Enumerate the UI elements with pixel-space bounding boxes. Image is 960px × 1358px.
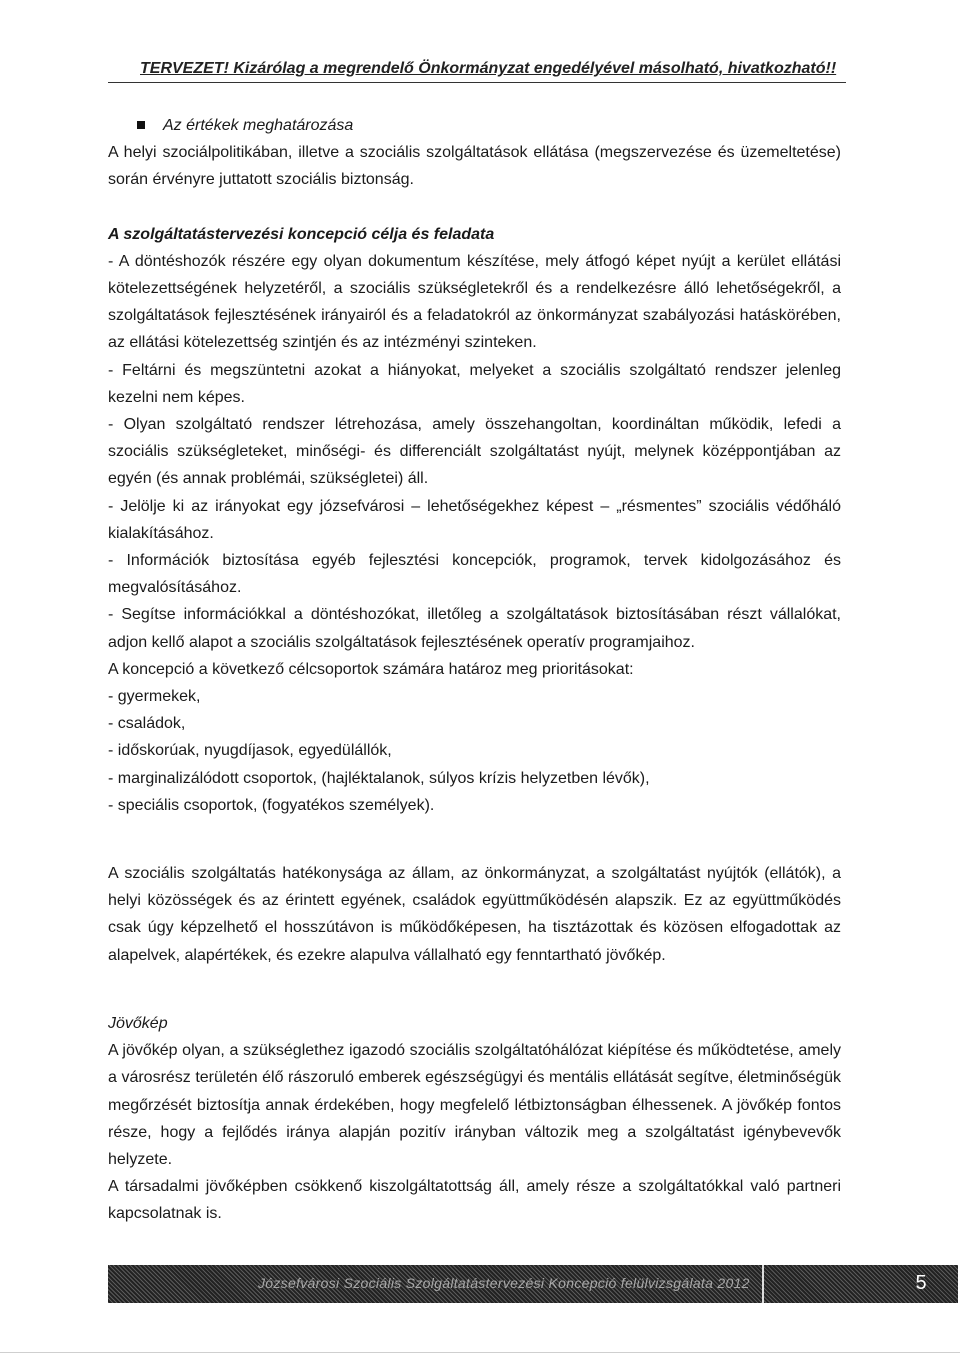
- values-heading-text: Az értékek meghatározása: [163, 117, 354, 134]
- purpose-item: - A döntéshozók részére egy olyan dokumentum készítése, mely átfogó képet nyújt a kerület ellátási kötelezettségének helyzetéről, a szociális szükségletekről és a rendelkezésre álló lehetőségekről, a szolgáltatások fejlesztésének irányairól és a feladatokról az önkormányzat szabályozási hatáskörében, az ellátási kötelezettség szintjén és az intézményi szinteken.: [108, 252, 841, 352]
- spacer: [108, 969, 841, 1010]
- purpose-item: - Olyan szolgáltató rendszer létrehozása, amely összehangoltan, koordináltan működik, lefedi a szociális szükségleteket, minőségi- és differenciált szolgáltatást nyújt, melynek középpontjában az egyén (és annak problémái, szükségletei) áll.: [108, 416, 841, 488]
- purpose-item: - Segítse információkkal a döntéshozókat, illetőleg a szolgáltatások biztosításában részt vállalókat, adjon kellő alapot a szociális szolgáltatások fejlesztésének operatív programjaihoz.: [108, 606, 841, 651]
- document-body: [108, 112, 841, 1228]
- vision-heading: Jövőkép: [108, 1014, 168, 1032]
- purpose-item: - Jelölje ki az irányokat egy józsefvárosi – lehetőségekhez képest – „résmentes” szociális védőháló kialakításához.: [108, 497, 841, 542]
- values-paragraph: A helyi szociálpolitikában, illetve a szociális szolgáltatások ellátása (megszervezése és üzemeltetése) során érvényre juttatott szociális biztonság.: [108, 144, 841, 189]
- draft-notice-header: TERVEZET! Kizárólag a megrendelő Önkormányzat engedélyével másolható, hivatkozható!!: [140, 60, 837, 77]
- vision-paragraph: A jövőkép olyan, a szükséglethez igazodó szociális szolgáltatóhálózat kiépítése és működtetése, amely a városrész területén élő rászoruló emberek egészségügyi és mentális ellátását segítve, életminőségük megőrzését biztosítja annak érdekében, hogy megfelelő létbiztonságban élhessenek. A jövőkép fontos része, hogy a fejlődés iránya alapján pozitív irányban változik meg a szolgáltatást igénybevevők helyzete.: [108, 1042, 841, 1168]
- spacer: [108, 819, 841, 860]
- vision-paragraph: A társadalmi jövőképben csökkenő kiszolgáltatottság áll, amely része a szolgáltatókkal való partneri kapcsolatnak is.: [108, 1178, 841, 1223]
- priorities-intro: A koncepció a következő célcsoportok számára határoz meg prioritásokat:: [108, 660, 634, 678]
- footer-divider: [762, 1265, 764, 1303]
- square-bullet-icon: [137, 121, 145, 129]
- priority-item: - speciális csoportok, (fogyatékos személyek).: [108, 796, 435, 814]
- priority-item: - marginalizálódott csoportok, (hajléktalanok, súlyos krízis helyzetben lévők),: [108, 769, 650, 787]
- effectiveness-paragraph: A szociális szolgáltatás hatékonysága az állam, az önkormányzat, a szolgáltatást nyújtók (ellátók), a helyi közösségek és az érintett egyének, családok együttműködésén alapszik. Ez az együttműködés csak úgy képzelhető el hosszútávon is működőképesen, ha tisztázottak és közösen elfogadottak az alapelvek, alapértékek, és ezekre alapulva vállalható egy fenntartható jövőkép.: [108, 865, 841, 964]
- page-number: 5: [915, 1272, 927, 1294]
- values-heading: [108, 112, 841, 139]
- priority-item: - gyermekek,: [108, 688, 201, 706]
- purpose-section-title: A szolgáltatástervezési koncepció célja és feladata: [108, 225, 495, 243]
- priority-item: - időskorúak, nyugdíjasok, egyedülállók,: [108, 742, 392, 760]
- bottom-rule: [0, 1352, 960, 1353]
- purpose-item: - Feltárni és megszüntetni azokat a hiányokat, melyeket a szociális szolgáltató rendszer jelenleg kezelni nem képes.: [108, 361, 841, 406]
- header-divider: [108, 82, 846, 83]
- priority-item: - családok,: [108, 715, 186, 733]
- footer-title: Józsefvárosi Szociális Szolgáltatástervezési Koncepció felülvizsgálata 2012: [258, 1275, 750, 1291]
- purpose-item: - Információk biztosítása egyéb fejlesztési koncepciók, programok, tervek kidolgozásához és megvalósításához.: [108, 552, 841, 597]
